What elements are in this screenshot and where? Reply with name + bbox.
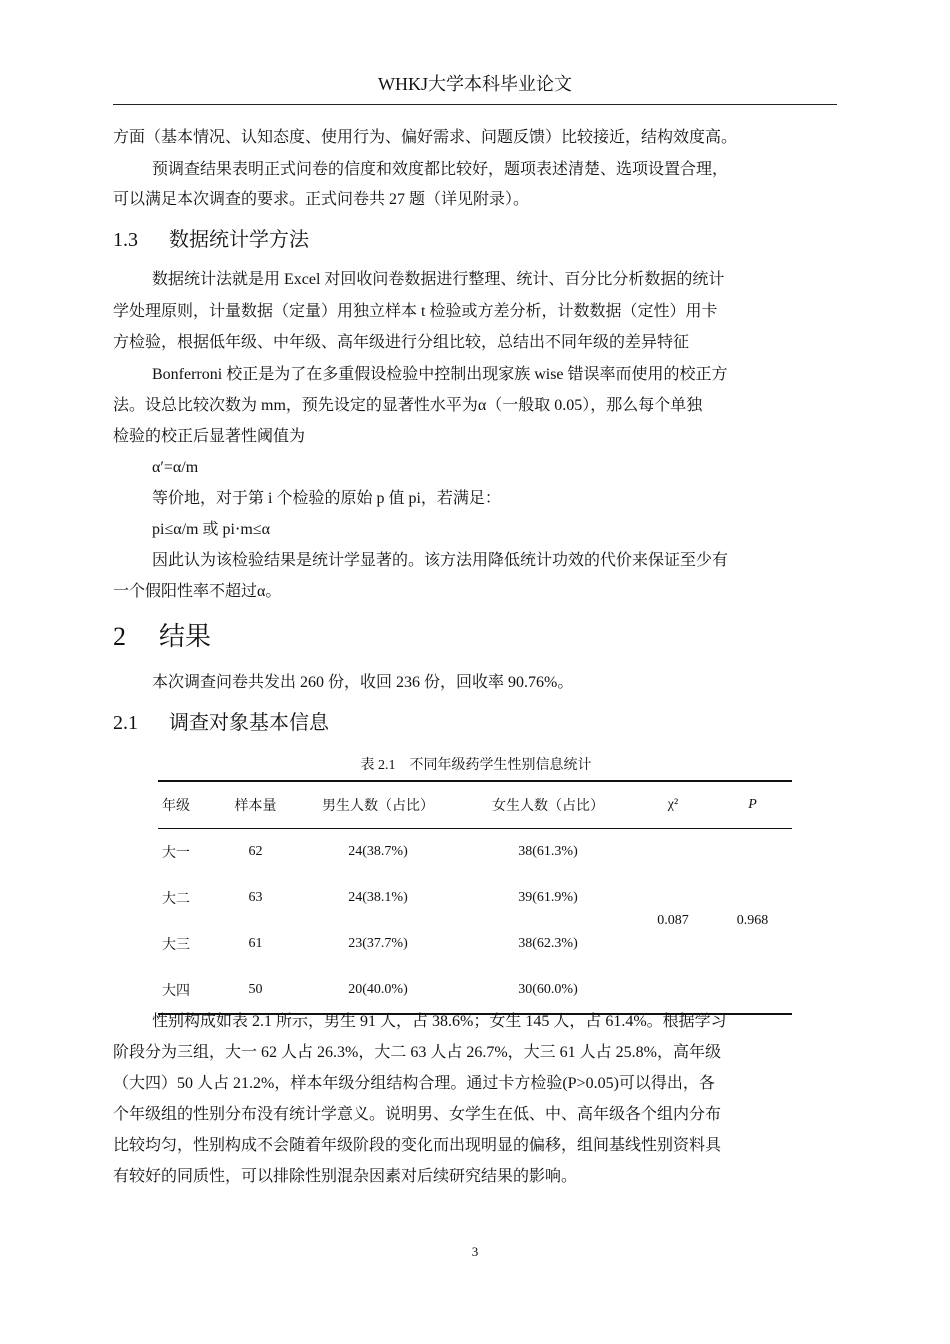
body-line: 因此认为该检验结果是统计学显著的。该方法用降低统计功效的代价来保证至少有 [152,552,729,569]
col-header-female: 女生人数（占比） [463,781,633,829]
body-line: 一个假阳性率不超过α。 [113,583,282,600]
cell-p: 0.968 [713,829,792,1015]
cell-female: 38(61.3%) [518,844,578,859]
cell-male: 23(37.7%) [348,936,408,951]
col-header-grade: 年级 [158,781,218,829]
body-line: 性别构成如表 2.1 所示，男生 91 人，占 38.6%；女生 145 人，占 61.4%。根据学习 [152,1013,727,1030]
cell-sample: 63 [248,890,263,905]
cell-sample: 62 [248,844,263,859]
cell-sample: 50 [218,967,293,1014]
cell-female: 38(62.3%) [518,936,578,951]
cell-chi2: 0.087 [633,829,713,1015]
cell-grade: 大三 [162,938,190,953]
cell-male: 24(38.7%) [348,844,408,859]
cell-sample: 61 [248,936,263,951]
chapter-title: 结果 [159,622,212,651]
body-line: 个年级组的性别分布没有统计学意义。说明男、女学生在低、中、高年级各个组内分布 [113,1106,722,1123]
table-row [158,829,792,876]
cell-grade: 大一 [162,846,190,861]
chapter-heading-2 [113,622,211,652]
cell-male: 24(38.1%) [348,890,408,905]
cell-male: 20(40.0%) [293,967,463,1014]
body-line: 有较好的同质性，可以排除性别混杂因素对后续研究结果的影响。 [113,1168,578,1185]
section-number: 2.1 [113,712,138,734]
body-line: 方面（基本情况、认知态度、使用行为、偏好需求、问题反馈）比较接近，结构效度高。 [113,129,738,146]
body-line: 学处理原则，计量数据（定量）用独立样本 t 检验或方差分析，计数数据（定性）用卡 [113,303,718,320]
col-header-male: 男生人数（占比） [293,781,463,829]
page-header [113,70,837,105]
body-line: 可以满足本次调查的要求。正式问卷共 27 题（详见附录）。 [113,191,530,208]
formula-line: pi≤α/m 或 pi⋅m≤α [152,521,271,538]
thesis-header-title: WHKJ大学本科毕业论文 [378,74,572,94]
section-heading-2-1 [113,711,329,735]
page-number: 3 [471,1244,479,1259]
body-line: 阶段分为三组，大一 62 人占 26.3%，大二 63 人占 26.7%，大三 61 人占 25.8%，高年级 [113,1044,721,1061]
body-line: 等价地，对于第 i 个检验的原始 p 值 pi，若满足： [152,490,501,507]
body-line: 法。设总比较次数为 mm，预先设定的显著性水平为α（一般取 0.05），那么每个单独 [113,397,703,414]
cell-female: 39(61.9%) [518,890,578,905]
cell-grade: 大二 [162,892,190,907]
col-header-sample: 样本量 [218,781,293,829]
table-header-row [158,781,792,829]
cell-female: 30(60.0%) [463,967,633,1014]
body-line: 检验的校正后显著性阈值为 [113,428,306,445]
chapter-number: 2 [113,622,126,651]
section-title: 调查对象基本信息 [169,712,329,734]
body-line: 本次调查问卷共发出 260 份，收回 236 份，回收率 90.76%。 [152,674,574,691]
cell-grade: 大四 [158,967,218,1014]
body-line: 方检验，根据低年级、中年级、高年级进行分组比较，总结出不同年级的差异特征 [113,334,690,351]
body-line: 比较均匀，性别构成不会随着年级阶段的变化而出现明显的偏移，组间基线性别资料具 [113,1137,722,1154]
body-line: （大四）50 人占 21.2%，样本年级分组结构合理。通过卡方检验(P>0.05)可以得出，各 [113,1075,715,1092]
section-number: 1.3 [113,229,138,251]
section-heading-1-3 [113,228,309,252]
col-header-p: P [713,781,792,829]
body-line: 数据统计法就是用 Excel 对回收问卷数据进行整理、统计、百分比分析数据的统计 [152,271,725,288]
formula-line: α′=α/m [152,459,199,476]
section-title: 数据统计学方法 [169,229,309,251]
gender-stats-table [158,780,792,1015]
body-line: 预调查结果表明正式问卷的信度和效度都比较好，题项表述清楚、选项设置合理， [152,161,729,178]
col-header-chi2: χ² [633,781,713,829]
table-caption: 表 2.1 不同年级药学生性别信息统计 [360,758,592,773]
body-line: Bonferroni 校正是为了在多重假设检验中控制出现家族 wise 错误率而使用的校正方 [152,366,728,383]
